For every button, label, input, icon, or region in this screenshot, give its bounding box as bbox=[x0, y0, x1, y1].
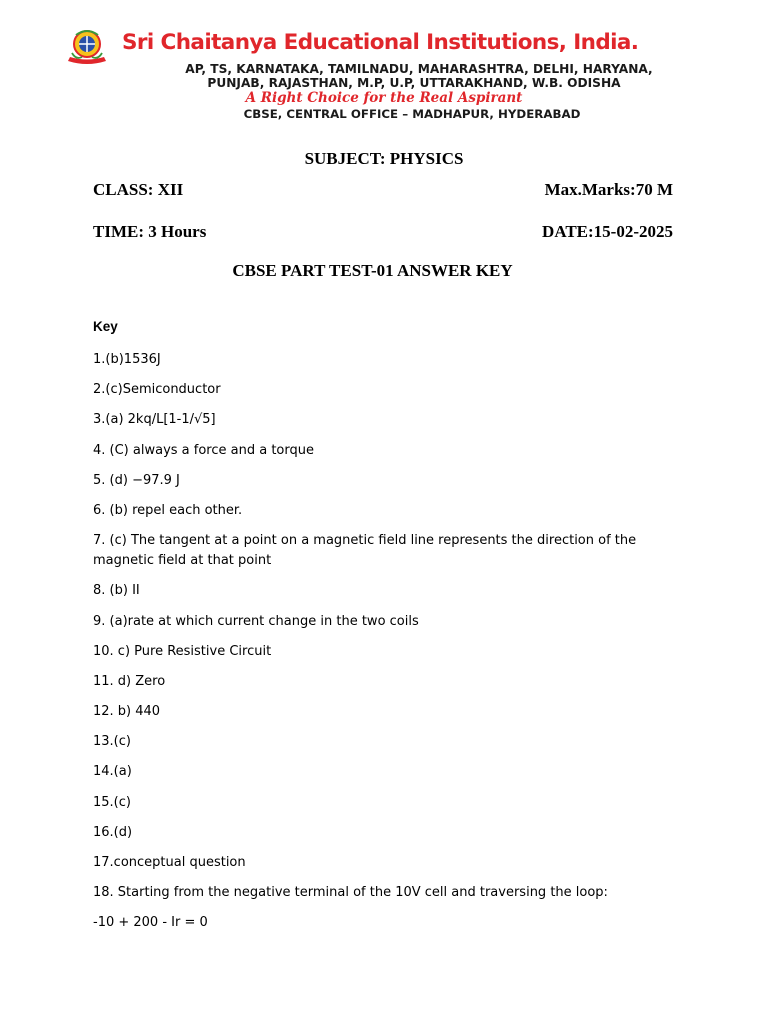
time-label: TIME: 3 Hours bbox=[93, 222, 207, 241]
answer-item: 10. c) Pure Resistive Circuit bbox=[93, 643, 272, 659]
answer-item: 11. d) Zero bbox=[93, 673, 166, 689]
answer-item: 14.(a) bbox=[93, 764, 132, 780]
answer-item: 18. Starting from the negative terminal of the 10V cell and traversing the loop: bbox=[93, 885, 608, 901]
institution-name: Sri Chaitanya Educational Institutions, India. bbox=[122, 30, 639, 55]
answer-list bbox=[93, 350, 678, 944]
answer-item: 2.(c)Semiconductor bbox=[93, 382, 221, 398]
answer-item: 12. b) 440 bbox=[93, 704, 161, 720]
class-label: CLASS: XII bbox=[93, 180, 184, 199]
institution-emblem-icon bbox=[62, 27, 112, 67]
answer-item: 15.(c) bbox=[93, 794, 131, 810]
answer-item: 16.(d) bbox=[93, 824, 133, 840]
answer-item: 9. (a)rate at which current change in the two coils bbox=[93, 613, 419, 629]
office-address: CBSE, CENTRAL OFFICE – MADHAPUR, HYDERABAD bbox=[243, 107, 581, 121]
states-line-2: PUNJAB, RAJASTHAN, M.P, U.P, UTTARAKHAND, W.B. ODISHA bbox=[207, 76, 621, 90]
answer-item: 4. (C) always a force and a torque bbox=[93, 442, 314, 458]
answer-item: 6. (b) repel each other. bbox=[93, 502, 243, 518]
max-marks-label: Max.Marks:70 M bbox=[544, 180, 673, 199]
answer-item: 5. (d) −97.9 J bbox=[93, 472, 180, 488]
answer-item: 17.conceptual question bbox=[93, 855, 246, 870]
answer-item: -10 + 200 - Ir = 0 bbox=[93, 915, 208, 931]
subject-label: SUBJECT: PHYSICS bbox=[304, 149, 464, 168]
test-title: CBSE PART TEST-01 ANSWER KEY bbox=[232, 261, 513, 280]
answer-item: 1.(b)1536J bbox=[93, 352, 161, 367]
states-line-1: AP, TS, KARNATAKA, TAMILNADU, MAHARASHTRA, DELHI, HARYANA, bbox=[185, 62, 653, 76]
answer-item: 3.(a) 2kq/L[1-1/√5] bbox=[93, 412, 216, 428]
key-heading: Key bbox=[93, 319, 118, 334]
answer-item: 13.(c) bbox=[93, 734, 131, 750]
date-label: DATE:15-02-2025 bbox=[542, 222, 673, 241]
tagline: A Right Choice for the Real Aspirant bbox=[245, 90, 523, 106]
answer-item: 7. (c) The tangent at a point on a magnetic field line represents the direction of the magnetic field at that point bbox=[93, 533, 637, 569]
answer-item: 8. (b) II bbox=[93, 583, 140, 599]
